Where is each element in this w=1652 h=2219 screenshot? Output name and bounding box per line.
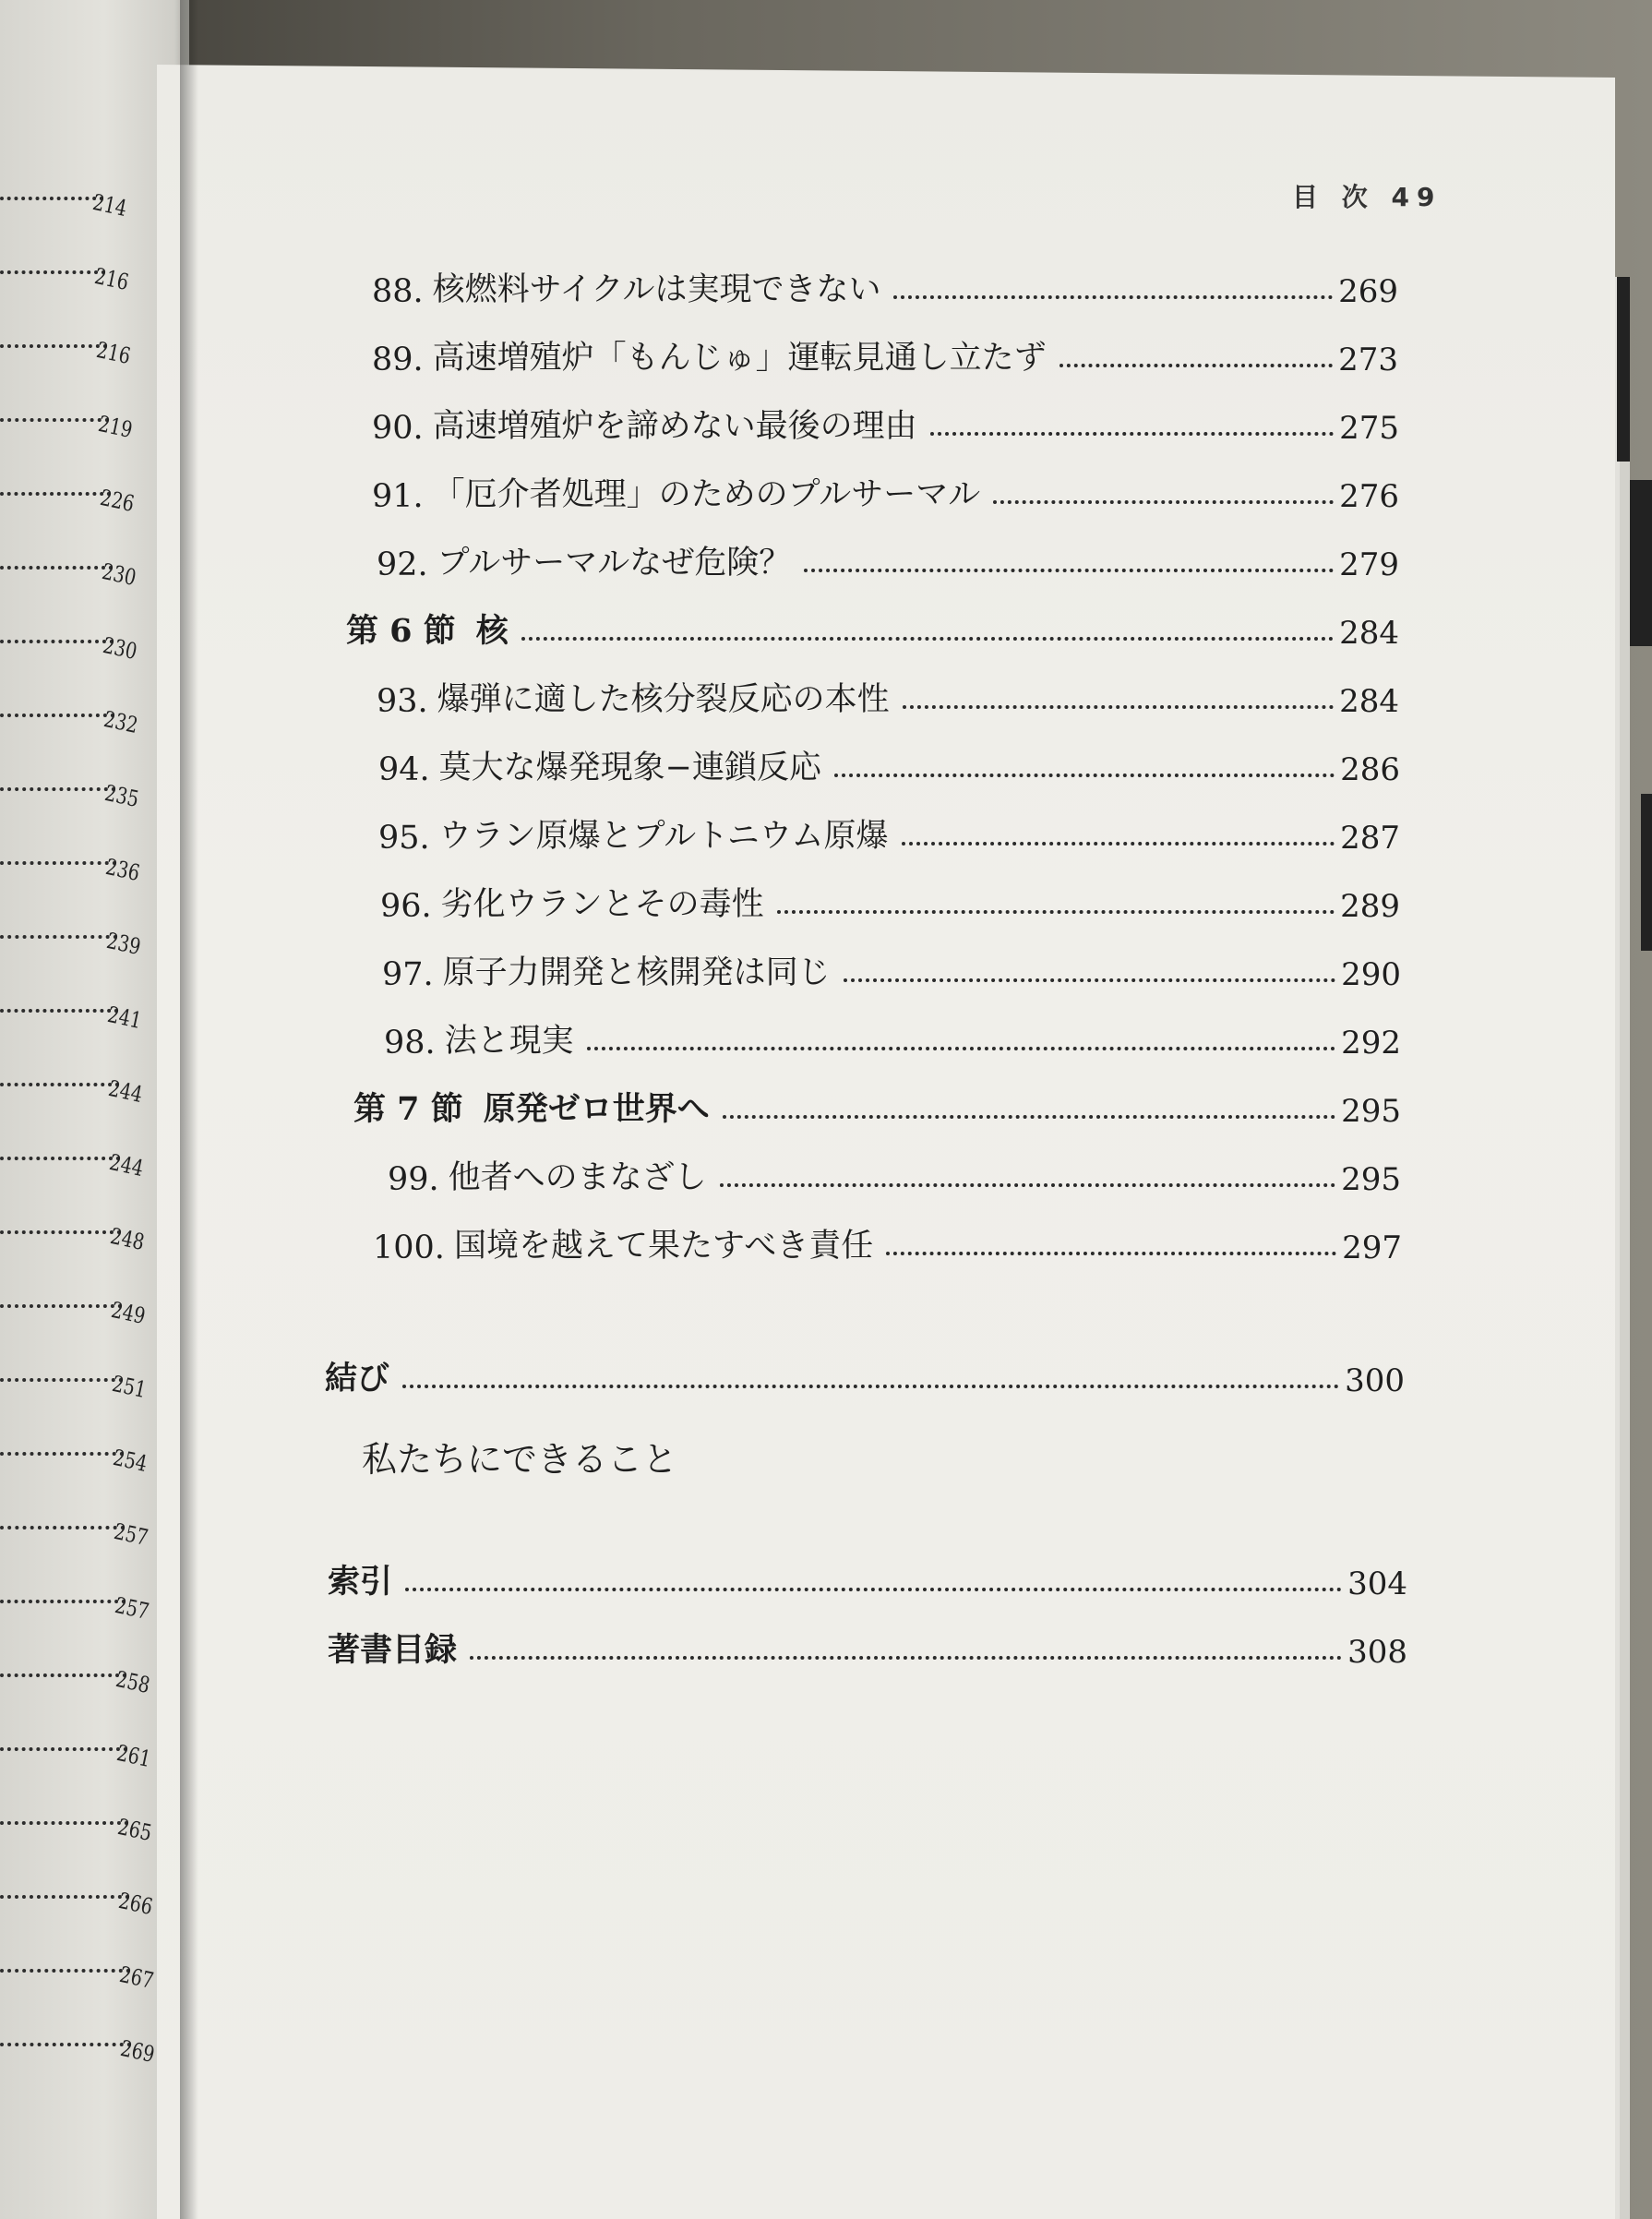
toc-entry-title: 爆弾に適した核分裂反応の本性 (437, 681, 890, 718)
toc-entry (378, 814, 1400, 857)
toc-entry-number: 92. (377, 546, 428, 583)
left-page-number: 265 (115, 1814, 155, 1847)
toc-entry (378, 746, 1400, 788)
page-tab (1617, 277, 1630, 462)
toc-entry-page: 284 (1339, 683, 1399, 720)
left-page-number: 241 (105, 1002, 145, 1035)
toc-entry-number: 89. (372, 342, 424, 378)
toc-entry (372, 404, 1399, 447)
toc-leader (777, 910, 1335, 914)
toc-leader (902, 842, 1335, 846)
toc-entry-title: 莫大な爆発現象−連鎖反応 (438, 750, 821, 786)
toc-entry (372, 473, 1399, 515)
toc-entry-page: 269 (1338, 273, 1398, 310)
toc-entry-title: 法と現実 (444, 1023, 574, 1060)
toc-section-number: 第 7 節 (353, 1090, 463, 1128)
toc-entry (388, 1156, 1401, 1198)
toc-entry-number: 94. (378, 751, 430, 788)
left-page-number: 257 (112, 1518, 151, 1552)
toc-leader (834, 774, 1335, 777)
left-page-number: 214 (90, 189, 130, 222)
toc-bibliography-page: 308 (1347, 1634, 1407, 1671)
toc-leader (893, 295, 1333, 299)
left-page-number: 230 (101, 632, 140, 666)
toc-entry-title: 原子力開発と核開発は同じ (442, 954, 831, 991)
toc-entry-number: 98. (384, 1025, 436, 1062)
toc-leader (720, 1183, 1335, 1187)
toc-leader (844, 978, 1335, 982)
left-page-number: 258 (114, 1666, 153, 1699)
toc-leader (470, 1656, 1342, 1660)
left-page-number: 244 (107, 1149, 147, 1182)
left-page-leader (0, 263, 140, 296)
toc-entry (377, 678, 1399, 720)
toc-entry (384, 1019, 1401, 1062)
running-header (1292, 177, 1442, 214)
page-tab (1630, 480, 1652, 646)
left-page-number: 261 (114, 1740, 154, 1773)
toc-entry-title: 高速増殖炉「もんじゅ」運転見通し立たず (432, 340, 1047, 377)
left-page-number: 232 (102, 706, 141, 739)
left-page-leader (0, 189, 138, 222)
toc-entry-title: 核燃料サイクルは実現できない (432, 271, 881, 308)
left-page-number: 267 (117, 1961, 157, 1995)
toc-leader (903, 705, 1334, 709)
left-page-leader (0, 1666, 162, 1699)
left-page-number: 219 (96, 411, 136, 444)
toc-entry-number: 91. (372, 478, 424, 515)
header-page-number: 49 (1391, 182, 1443, 212)
left-page-leader (0, 1814, 163, 1847)
toc-conclusion (325, 1357, 1405, 1399)
left-page-number: 216 (94, 337, 134, 370)
toc-entry-title: プルサーマルなぜ危険？ (437, 545, 792, 582)
toc-leader (930, 432, 1334, 436)
left-page-leader (0, 558, 148, 592)
left-page-leader (0, 1445, 159, 1478)
left-page-leader (0, 1592, 161, 1625)
toc-entry-title: 高速増殖炉を諦めない最後の理由 (432, 408, 917, 445)
toc-entry-title: 劣化ウランとその毒性 (440, 886, 764, 923)
left-page-number: 257 (113, 1592, 152, 1625)
toc-entry-page: 295 (1341, 1161, 1401, 1198)
toc-bibliography-title: 著書目録 (328, 1632, 458, 1669)
left-page-number: 269 (118, 2035, 158, 2069)
right-page (157, 65, 1615, 2219)
toc-entry (380, 882, 1400, 925)
toc-entry-page: 295 (1341, 1093, 1401, 1130)
left-page-leader (0, 1740, 162, 1773)
toc-conclusion-subtitle: 私たちにできること (362, 1439, 678, 1480)
toc-entry-number: 95. (378, 820, 430, 857)
left-page-number: 226 (98, 485, 138, 518)
toc-entry-page: 279 (1339, 546, 1399, 583)
left-page-leader (0, 1002, 153, 1035)
toc-section-number: 第 6 節 (346, 612, 456, 650)
toc-index (328, 1560, 1407, 1602)
left-page-leader (0, 1297, 157, 1330)
toc-entry-page: 287 (1340, 820, 1400, 857)
left-page-leader (0, 1518, 160, 1552)
toc-entry-title: 「厄介者処理」のためのプルサーマル (432, 476, 981, 513)
toc-entry-number: 96. (380, 888, 432, 925)
toc-bibliography (328, 1628, 1407, 1671)
toc-leader (886, 1252, 1336, 1255)
toc-entry-page: 290 (1341, 956, 1401, 993)
left-page-leader (0, 2035, 166, 2069)
left-page-leader (0, 706, 150, 739)
left-page-number: 236 (103, 854, 143, 887)
toc-section-title: 核 (475, 612, 509, 650)
page-tab (1641, 794, 1652, 951)
left-page-number: 230 (100, 558, 139, 592)
toc-entry-page: 276 (1339, 478, 1399, 515)
toc-entry-page: 289 (1340, 888, 1400, 925)
toc-section (346, 609, 1399, 652)
toc-index-title: 索引 (328, 1564, 393, 1601)
toc-entry-page: 297 (1342, 1229, 1402, 1266)
left-page-leader (0, 854, 151, 887)
header-label: 目 次 (1292, 182, 1375, 212)
toc-entry-number: 100. (373, 1229, 445, 1266)
toc-leader (521, 637, 1334, 641)
left-page-leader (0, 337, 142, 370)
left-page-leader (0, 1075, 154, 1109)
toc-section-title: 原発ゼロ世界へ (483, 1090, 710, 1128)
left-page-number: 254 (111, 1445, 150, 1478)
toc-entry-page: 273 (1338, 342, 1398, 378)
left-page-leader (0, 780, 150, 813)
toc-entry-number: 90. (372, 410, 424, 447)
left-page-leader (0, 485, 146, 518)
toc-index-page: 304 (1347, 1565, 1407, 1602)
toc-entry-page: 292 (1341, 1025, 1401, 1062)
left-page-leader (0, 928, 152, 961)
toc-leader (804, 569, 1334, 572)
toc-entry-number: 88. (372, 273, 424, 310)
toc-conclusion-title: 結び (325, 1361, 390, 1397)
toc-entry (373, 1224, 1402, 1266)
toc-leader (402, 1385, 1339, 1388)
toc-entry (377, 541, 1399, 583)
toc-leader (723, 1115, 1335, 1119)
toc-leader (587, 1047, 1335, 1050)
toc-entry-page: 284 (1339, 615, 1399, 652)
toc-entry-page: 286 (1340, 751, 1400, 788)
left-page-number: 251 (110, 1371, 150, 1404)
left-page-leader (0, 1371, 158, 1404)
left-page-leader (0, 1223, 156, 1256)
toc-entry-title: ウラン原爆とプルトニウム原爆 (438, 818, 889, 855)
toc-leader (993, 500, 1334, 504)
left-page-number: 244 (106, 1075, 146, 1109)
left-page-leader (0, 632, 149, 666)
toc-section (353, 1087, 1401, 1130)
toc-entry (382, 951, 1401, 993)
toc-entry-number: 99. (388, 1161, 439, 1198)
left-page-leader (0, 1149, 155, 1182)
left-page-number: 239 (104, 928, 144, 961)
toc-leader (405, 1588, 1342, 1591)
left-page-number: 266 (116, 1888, 156, 1921)
toc-entry (372, 336, 1398, 378)
toc-leader (1059, 364, 1333, 367)
toc-conclusion-page: 300 (1345, 1362, 1405, 1399)
toc-entry-page: 275 (1339, 410, 1399, 447)
left-page-number: 235 (102, 780, 142, 813)
toc-entry-number: 97. (382, 956, 434, 993)
left-page-leader (0, 1961, 165, 1995)
toc-entry (372, 268, 1398, 310)
left-page-leader (0, 1888, 164, 1921)
spine-shadow (180, 0, 198, 2219)
left-page-number: 249 (109, 1297, 149, 1330)
toc-entry-title: 他者へのまなざし (448, 1159, 707, 1196)
toc-entry-title: 国境を越えて果たすべき責任 (453, 1228, 874, 1265)
left-page-number: 216 (92, 263, 132, 296)
left-page-leader (0, 411, 144, 444)
left-page-number: 248 (108, 1223, 148, 1256)
toc-entry-number: 93. (377, 683, 428, 720)
